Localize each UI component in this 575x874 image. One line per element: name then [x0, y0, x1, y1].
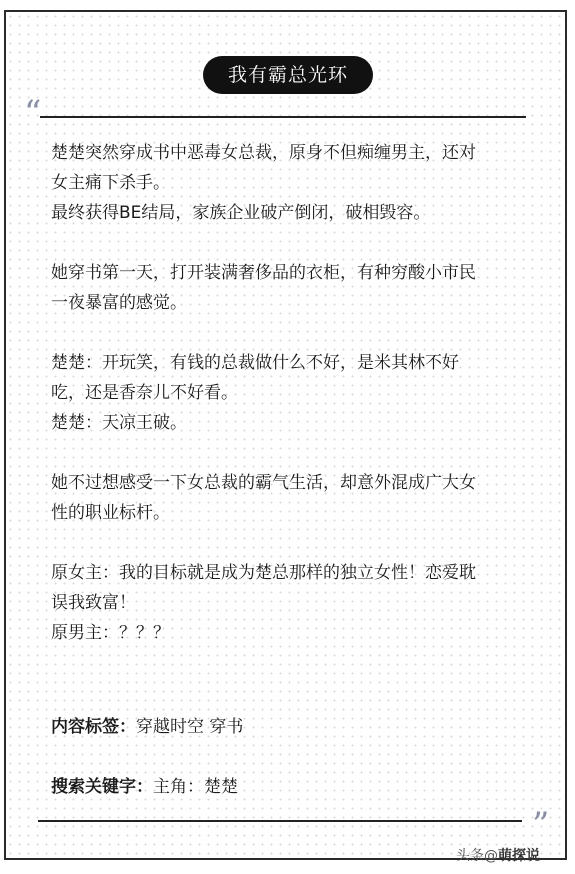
content-tags — [51, 712, 243, 742]
source-watermark — [456, 845, 540, 867]
synopsis-line: 吃，还是香奈儿不好看。 — [51, 383, 238, 403]
synopsis-line: 楚楚：开玩笑，有钱的总裁做什么不好，是米其林不好 — [51, 353, 459, 373]
synopsis — [51, 138, 531, 648]
synopsis-line: 楚楚：天凉王破。 — [51, 413, 187, 433]
search-keywords-label: 搜索关键字： — [51, 777, 153, 797]
top-divider — [40, 116, 526, 118]
synopsis-line: 误我致富！ — [51, 593, 136, 613]
watermark-prefix: 头条@ — [456, 848, 498, 864]
bottom-divider — [38, 820, 522, 822]
synopsis-line: 她穿书第一天，打开装满奢侈品的衣柜，有种穷酸小市民 — [51, 263, 476, 283]
synopsis-line: 一夜暴富的感觉。 — [51, 293, 187, 313]
open-quote-icon: “ — [24, 93, 39, 133]
close-quote-icon: ” — [532, 805, 547, 845]
synopsis-line: 最终获得BE结局，家族企业破产倒闭，破相毁容。 — [51, 203, 431, 223]
synopsis-line: 性的职业标杆。 — [51, 503, 170, 523]
watermark-logo: 萌探说 — [498, 848, 540, 864]
synopsis-line: 楚楚突然穿成书中恶毒女总裁，原身不但痴缠男主，还对 — [51, 143, 476, 163]
synopsis-line: 原女主：我的目标就是成为楚总那样的独立女性！恋爱耽 — [51, 563, 476, 583]
book-title: 我有霸总光环 — [203, 56, 373, 94]
content-tags-label: 内容标签： — [51, 717, 136, 737]
synopsis-line: 她不过想感受一下女总裁的霸气生活，却意外混成广大女 — [51, 473, 476, 493]
search-keywords-value: 主角：楚楚 — [153, 777, 238, 797]
synopsis-line: 原男主：？？？ — [51, 623, 170, 643]
synopsis-line: 女主痛下杀手。 — [51, 173, 170, 193]
content-tags-value: 穿越时空 穿书 — [136, 717, 244, 737]
search-keywords — [51, 772, 238, 802]
